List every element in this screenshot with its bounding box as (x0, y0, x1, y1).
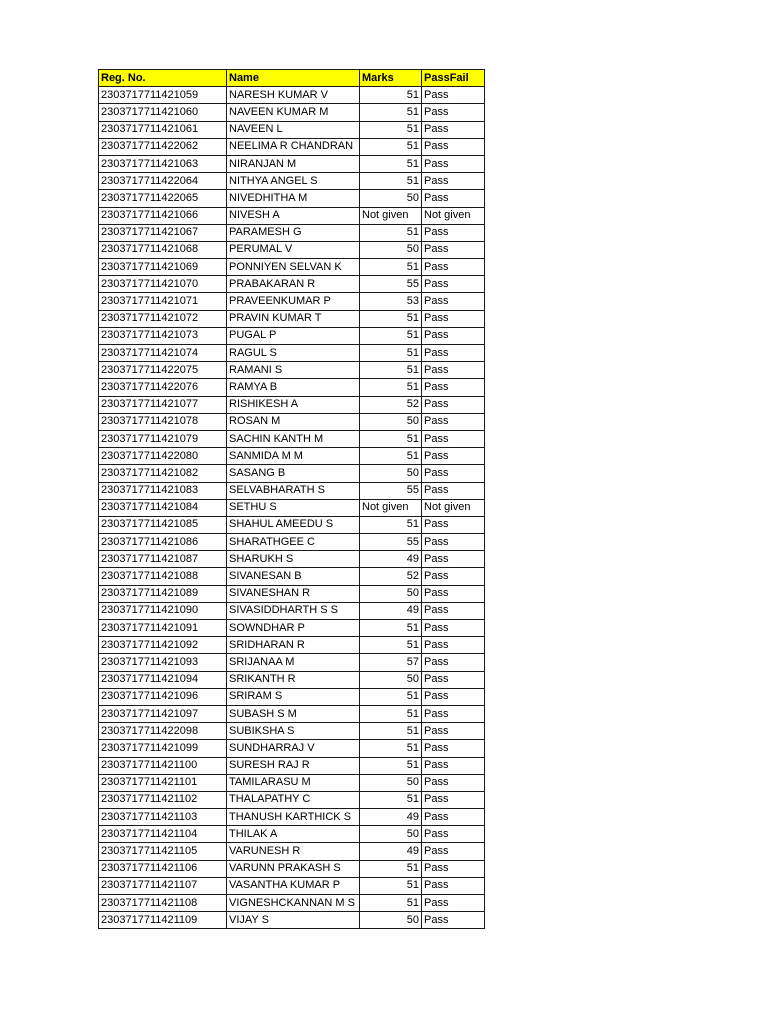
marks-cell: 51 (360, 379, 422, 396)
name-cell: NIRANJAN M (227, 155, 360, 172)
marks-cell: 51 (360, 757, 422, 774)
reg-no-cell: 2303717711422065 (99, 190, 227, 207)
table-row (99, 396, 485, 413)
marks-cell: 51 (360, 155, 422, 172)
table-row (99, 877, 485, 894)
table-row (99, 757, 485, 774)
result-cell: Pass (422, 173, 485, 190)
name-cell: TAMILARASU M (227, 774, 360, 791)
table-row (99, 534, 485, 551)
name-cell: SANMIDA M M (227, 448, 360, 465)
marks-cell: 57 (360, 654, 422, 671)
name-cell: RAMANI S (227, 362, 360, 379)
name-cell: PARAMESH G (227, 224, 360, 241)
result-cell: Pass (422, 620, 485, 637)
result-cell: Pass (422, 293, 485, 310)
reg-no-cell: 2303717711422064 (99, 173, 227, 190)
result-cell: Pass (422, 654, 485, 671)
result-cell: Pass (422, 774, 485, 791)
reg-no-cell: 2303717711421063 (99, 155, 227, 172)
reg-no-cell: 2303717711421082 (99, 465, 227, 482)
marks-cell: 51 (360, 637, 422, 654)
marks-cell: 50 (360, 241, 422, 258)
marks-cell: 50 (360, 465, 422, 482)
marks-cell: 49 (360, 602, 422, 619)
reg-no-cell: 2303717711421078 (99, 413, 227, 430)
result-cell: Pass (422, 241, 485, 258)
reg-no-cell: 2303717711421088 (99, 568, 227, 585)
marks-cell: 51 (360, 173, 422, 190)
reg-no-cell: 2303717711422062 (99, 138, 227, 155)
table-row (99, 551, 485, 568)
reg-no-cell: 2303717711421067 (99, 224, 227, 241)
name-cell: SUBIKSHA S (227, 723, 360, 740)
marks-cell: 51 (360, 224, 422, 241)
table-row (99, 774, 485, 791)
result-cell: Pass (422, 551, 485, 568)
name-cell: THILAK A (227, 826, 360, 843)
reg-no-cell: 2303717711421086 (99, 534, 227, 551)
marks-cell: 51 (360, 345, 422, 362)
reg-no-cell: 2303717711421094 (99, 671, 227, 688)
result-cell: Pass (422, 671, 485, 688)
name-cell: PRAVIN KUMAR T (227, 310, 360, 327)
table-row (99, 723, 485, 740)
table-row (99, 121, 485, 138)
marks-cell: 51 (360, 723, 422, 740)
table-row (99, 620, 485, 637)
name-cell: NIVESH A (227, 207, 360, 224)
marks-cell: 50 (360, 190, 422, 207)
result-cell: Pass (422, 791, 485, 808)
table-row (99, 516, 485, 533)
reg-no-cell: 2303717711421061 (99, 121, 227, 138)
table-row (99, 430, 485, 447)
table-row (99, 155, 485, 172)
reg-no-cell: 2303717711421074 (99, 345, 227, 362)
reg-no-cell: 2303717711421083 (99, 482, 227, 499)
marks-header: Marks (360, 70, 422, 87)
name-cell: RAGUL S (227, 345, 360, 362)
name-cell: THANUSH KARTHICK S (227, 809, 360, 826)
name-cell: NAVEEN L (227, 121, 360, 138)
table-row (99, 499, 485, 516)
marks-cell: 51 (360, 516, 422, 533)
result-cell: Pass (422, 912, 485, 929)
name-cell: RAMYA B (227, 379, 360, 396)
table-row (99, 637, 485, 654)
marks-cell: 49 (360, 843, 422, 860)
result-cell: Pass (422, 121, 485, 138)
marks-cell: 51 (360, 688, 422, 705)
result-cell: Pass (422, 534, 485, 551)
reg-no-cell: 2303717711421103 (99, 809, 227, 826)
name-cell: SHAHUL AMEEDU S (227, 516, 360, 533)
name-cell: SRIRAM S (227, 688, 360, 705)
name-cell: NAVEEN KUMAR M (227, 104, 360, 121)
reg-no-cell: 2303717711421079 (99, 430, 227, 447)
table-row (99, 327, 485, 344)
reg-no-cell: 2303717711421090 (99, 602, 227, 619)
result-cell: Pass (422, 602, 485, 619)
name-cell: NEELIMA R CHANDRAN (227, 138, 360, 155)
name-cell: PRABAKARAN R (227, 276, 360, 293)
table-row (99, 671, 485, 688)
name-header: Name (227, 70, 360, 87)
reg-no-cell: 2303717711422080 (99, 448, 227, 465)
marks-cell: 50 (360, 671, 422, 688)
table-row (99, 826, 485, 843)
result-cell: Pass (422, 637, 485, 654)
result-cell: Pass (422, 448, 485, 465)
table-row (99, 345, 485, 362)
reg-no-header: Reg. No. (99, 70, 227, 87)
marks-cell: 53 (360, 293, 422, 310)
result-cell: Pass (422, 138, 485, 155)
reg-no-cell: 2303717711422075 (99, 362, 227, 379)
reg-no-cell: 2303717711421102 (99, 791, 227, 808)
name-cell: SUNDHARRAJ V (227, 740, 360, 757)
marks-cell: 49 (360, 551, 422, 568)
result-cell: Pass (422, 705, 485, 722)
table-row (99, 173, 485, 190)
reg-no-cell: 2303717711421099 (99, 740, 227, 757)
name-cell: VIJAY S (227, 912, 360, 929)
name-cell: SIVANESHAN R (227, 585, 360, 602)
marks-cell: 52 (360, 396, 422, 413)
reg-no-cell: 2303717711421077 (99, 396, 227, 413)
reg-no-cell: 2303717711421084 (99, 499, 227, 516)
name-cell: ROSAN M (227, 413, 360, 430)
marks-cell: 51 (360, 448, 422, 465)
reg-no-cell: 2303717711421096 (99, 688, 227, 705)
marks-cell: 50 (360, 912, 422, 929)
reg-no-cell: 2303717711421104 (99, 826, 227, 843)
table-row (99, 705, 485, 722)
result-cell: Pass (422, 259, 485, 276)
result-cell: Pass (422, 482, 485, 499)
table-row (99, 585, 485, 602)
result-cell: Pass (422, 396, 485, 413)
result-cell: Pass (422, 379, 485, 396)
reg-no-cell: 2303717711421071 (99, 293, 227, 310)
reg-no-cell: 2303717711421073 (99, 327, 227, 344)
reg-no-cell: 2303717711421093 (99, 654, 227, 671)
name-cell: SIVANESAN B (227, 568, 360, 585)
reg-no-cell: 2303717711421097 (99, 705, 227, 722)
reg-no-cell: 2303717711421087 (99, 551, 227, 568)
result-cell: Pass (422, 345, 485, 362)
table-row (99, 912, 485, 929)
result-cell: Pass (422, 516, 485, 533)
name-cell: PUGAL P (227, 327, 360, 344)
results-body (99, 87, 485, 929)
table-row (99, 310, 485, 327)
result-cell: Pass (422, 327, 485, 344)
name-cell: THALAPATHY C (227, 791, 360, 808)
name-cell: PRAVEENKUMAR P (227, 293, 360, 310)
marks-cell: 51 (360, 104, 422, 121)
reg-no-cell: 2303717711421100 (99, 757, 227, 774)
marks-cell: 51 (360, 259, 422, 276)
marks-cell: 49 (360, 809, 422, 826)
result-cell: Pass (422, 224, 485, 241)
table-row (99, 843, 485, 860)
result-cell: Not given (422, 499, 485, 516)
name-cell: PONNIYEN SELVAN K (227, 259, 360, 276)
marks-cell: 50 (360, 413, 422, 430)
marks-cell: Not given (360, 499, 422, 516)
table-row (99, 190, 485, 207)
name-cell: SIVASIDDHARTH S S (227, 602, 360, 619)
marks-cell: 51 (360, 121, 422, 138)
result-cell: Pass (422, 688, 485, 705)
name-cell: VASANTHA KUMAR P (227, 877, 360, 894)
table-row (99, 740, 485, 757)
pass-fail-header: PassFail (422, 70, 485, 87)
reg-no-cell: 2303717711421070 (99, 276, 227, 293)
marks-cell: 51 (360, 877, 422, 894)
table-row (99, 568, 485, 585)
marks-cell: 50 (360, 826, 422, 843)
marks-cell: 51 (360, 138, 422, 155)
result-cell: Pass (422, 585, 485, 602)
reg-no-cell: 2303717711421106 (99, 860, 227, 877)
name-cell: SRIJANAA M (227, 654, 360, 671)
name-cell: SHARUKH S (227, 551, 360, 568)
header-row (99, 70, 485, 87)
result-cell: Pass (422, 430, 485, 447)
table-row (99, 259, 485, 276)
result-cell: Pass (422, 895, 485, 912)
table-row (99, 860, 485, 877)
marks-cell: 51 (360, 860, 422, 877)
table-row (99, 482, 485, 499)
result-cell: Pass (422, 104, 485, 121)
table-row (99, 791, 485, 808)
result-cell: Pass (422, 310, 485, 327)
name-cell: VARUNN PRAKASH S (227, 860, 360, 877)
table-row (99, 688, 485, 705)
name-cell: SUBASH S M (227, 705, 360, 722)
marks-cell: 51 (360, 327, 422, 344)
name-cell: NITHYA ANGEL S (227, 173, 360, 190)
result-cell: Pass (422, 723, 485, 740)
name-cell: VARUNESH R (227, 843, 360, 860)
name-cell: SETHU S (227, 499, 360, 516)
name-cell: RISHIKESH A (227, 396, 360, 413)
marks-cell: 55 (360, 276, 422, 293)
marks-cell: 55 (360, 482, 422, 499)
table-row (99, 224, 485, 241)
table-row (99, 654, 485, 671)
marks-cell: 51 (360, 620, 422, 637)
reg-no-cell: 2303717711422098 (99, 723, 227, 740)
result-cell: Not given (422, 207, 485, 224)
name-cell: SASANG B (227, 465, 360, 482)
table-row (99, 87, 485, 104)
result-cell: Pass (422, 740, 485, 757)
result-cell: Pass (422, 362, 485, 379)
result-cell: Pass (422, 757, 485, 774)
reg-no-cell: 2303717711422076 (99, 379, 227, 396)
table-row (99, 241, 485, 258)
result-cell: Pass (422, 413, 485, 430)
table-row (99, 104, 485, 121)
result-cell: Pass (422, 87, 485, 104)
name-cell: SELVABHARATH S (227, 482, 360, 499)
reg-no-cell: 2303717711421107 (99, 877, 227, 894)
marks-cell: 55 (360, 534, 422, 551)
result-cell: Pass (422, 155, 485, 172)
result-cell: Pass (422, 276, 485, 293)
result-cell: Pass (422, 843, 485, 860)
reg-no-cell: 2303717711421069 (99, 259, 227, 276)
reg-no-cell: 2303717711421059 (99, 87, 227, 104)
reg-no-cell: 2303717711421108 (99, 895, 227, 912)
reg-no-cell: 2303717711421085 (99, 516, 227, 533)
reg-no-cell: 2303717711421105 (99, 843, 227, 860)
reg-no-cell: 2303717711421089 (99, 585, 227, 602)
table-row (99, 293, 485, 310)
marks-cell: 52 (360, 568, 422, 585)
reg-no-cell: 2303717711421091 (99, 620, 227, 637)
marks-cell: 51 (360, 310, 422, 327)
result-cell: Pass (422, 826, 485, 843)
table-row (99, 207, 485, 224)
reg-no-cell: 2303717711421072 (99, 310, 227, 327)
result-cell: Pass (422, 860, 485, 877)
results-table (98, 69, 485, 929)
marks-cell: 50 (360, 774, 422, 791)
table-row (99, 276, 485, 293)
name-cell: SHARATHGEE C (227, 534, 360, 551)
marks-cell: Not given (360, 207, 422, 224)
result-cell: Pass (422, 190, 485, 207)
marks-cell: 51 (360, 740, 422, 757)
marks-cell: 50 (360, 585, 422, 602)
name-cell: VIGNESHCKANNAN M S (227, 895, 360, 912)
table-row (99, 602, 485, 619)
name-cell: SRIDHARAN R (227, 637, 360, 654)
marks-cell: 51 (360, 430, 422, 447)
reg-no-cell: 2303717711421109 (99, 912, 227, 929)
result-cell: Pass (422, 877, 485, 894)
result-cell: Pass (422, 809, 485, 826)
reg-no-cell: 2303717711421101 (99, 774, 227, 791)
table-row (99, 413, 485, 430)
name-cell: NARESH KUMAR V (227, 87, 360, 104)
reg-no-cell: 2303717711421068 (99, 241, 227, 258)
name-cell: SACHIN KANTH M (227, 430, 360, 447)
name-cell: SRIKANTH R (227, 671, 360, 688)
name-cell: PERUMAL V (227, 241, 360, 258)
reg-no-cell: 2303717711421092 (99, 637, 227, 654)
reg-no-cell: 2303717711421060 (99, 104, 227, 121)
table-row (99, 895, 485, 912)
name-cell: SURESH RAJ R (227, 757, 360, 774)
table-row (99, 809, 485, 826)
marks-cell: 51 (360, 362, 422, 379)
table-row (99, 465, 485, 482)
marks-cell: 51 (360, 791, 422, 808)
table-row (99, 448, 485, 465)
table-row (99, 362, 485, 379)
marks-cell: 51 (360, 705, 422, 722)
marks-cell: 51 (360, 87, 422, 104)
name-cell: SOWNDHAR P (227, 620, 360, 637)
name-cell: NIVEDHITHA M (227, 190, 360, 207)
table-row (99, 138, 485, 155)
table-row (99, 379, 485, 396)
result-cell: Pass (422, 568, 485, 585)
result-cell: Pass (422, 465, 485, 482)
reg-no-cell: 2303717711421066 (99, 207, 227, 224)
marks-cell: 51 (360, 895, 422, 912)
